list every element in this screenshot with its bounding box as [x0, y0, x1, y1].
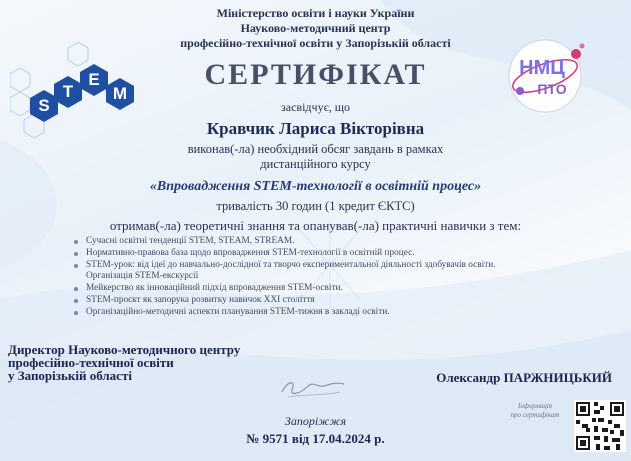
ministry-name: Міністерство освіти і науки України — [216, 6, 415, 20]
list-item: Мейкерство як інноваційний підхід впровадження STEM-освіти. — [72, 283, 542, 294]
list-item: Нормативно-правова база щодо впровадження STEM-технології в освітній процес. — [72, 248, 542, 259]
completion-line-2: дистанційного курсу — [260, 157, 371, 171]
qr-caption-line-1: Інформація — [518, 402, 552, 410]
qr-caption — [500, 402, 570, 420]
nmc-logo-sub: ПТО — [537, 81, 567, 97]
director-line-2: професійно-технічної освіти — [8, 355, 174, 370]
qr-code-icon[interactable] — [574, 400, 626, 452]
list-item: Сучасні освітні тенденції STEM, STEAM, STREAM. — [72, 236, 542, 247]
qr-caption-line-2: про сертифікат — [510, 411, 560, 419]
director-line-1: Директор Науково-методичного центру — [8, 342, 241, 357]
issue-city: Запоріжжя — [284, 414, 347, 428]
nmc-logo-text: НМЦ — [519, 57, 565, 79]
list-item: STEM-проєкт як запорука розвитку навичок XXI століття — [72, 295, 542, 306]
list-item: STEM-урок: від ідеї до навчально-дослідної та творчо експериментальної діяльності здобувачів освіти. Організація STEM-екскурсії — [72, 260, 542, 282]
received-text: отримав(-ла) теоретичні знання та опанував(-ла) практичні навички з тем: — [109, 218, 522, 233]
stem-letter-m: M — [112, 84, 128, 103]
certificate-number: № 9571 від 17.04.2024 р. — [246, 431, 385, 446]
stem-letter-e: E — [88, 70, 100, 89]
certificate-title: СЕРТИФІКАТ — [204, 58, 427, 91]
director-line-3: у Запорізькій області — [8, 368, 132, 383]
confirms-text: засвідчує, що — [281, 100, 350, 114]
recipient-name: Кравчик Лариса Вікторівна — [206, 119, 425, 138]
stem-letter-t: T — [62, 82, 74, 101]
issuer-header — [0, 6, 631, 51]
list-item: Організаційно-методичні аспекти планування STEM-тижня в закладі освіти. — [72, 307, 542, 318]
course-duration: тривалість 30 годин (1 кредит ЄКТС) — [216, 199, 415, 213]
topics-list — [72, 236, 542, 319]
course-name: «Впровадження STEM-технології в освітній процес» — [149, 179, 482, 194]
completion-text — [0, 142, 631, 172]
center-subtitle: професійно-технічної освіти у Запорізькій області — [180, 36, 451, 50]
center-name: Науково-методичний центр — [240, 21, 391, 35]
signer-name: Олександр ПАРЖНИЦЬКИЙ — [436, 370, 612, 385]
stem-letter-s: S — [38, 96, 50, 115]
completion-line-1: виконав(-ла) необхідний обсяг завдань в рамках — [187, 142, 444, 156]
